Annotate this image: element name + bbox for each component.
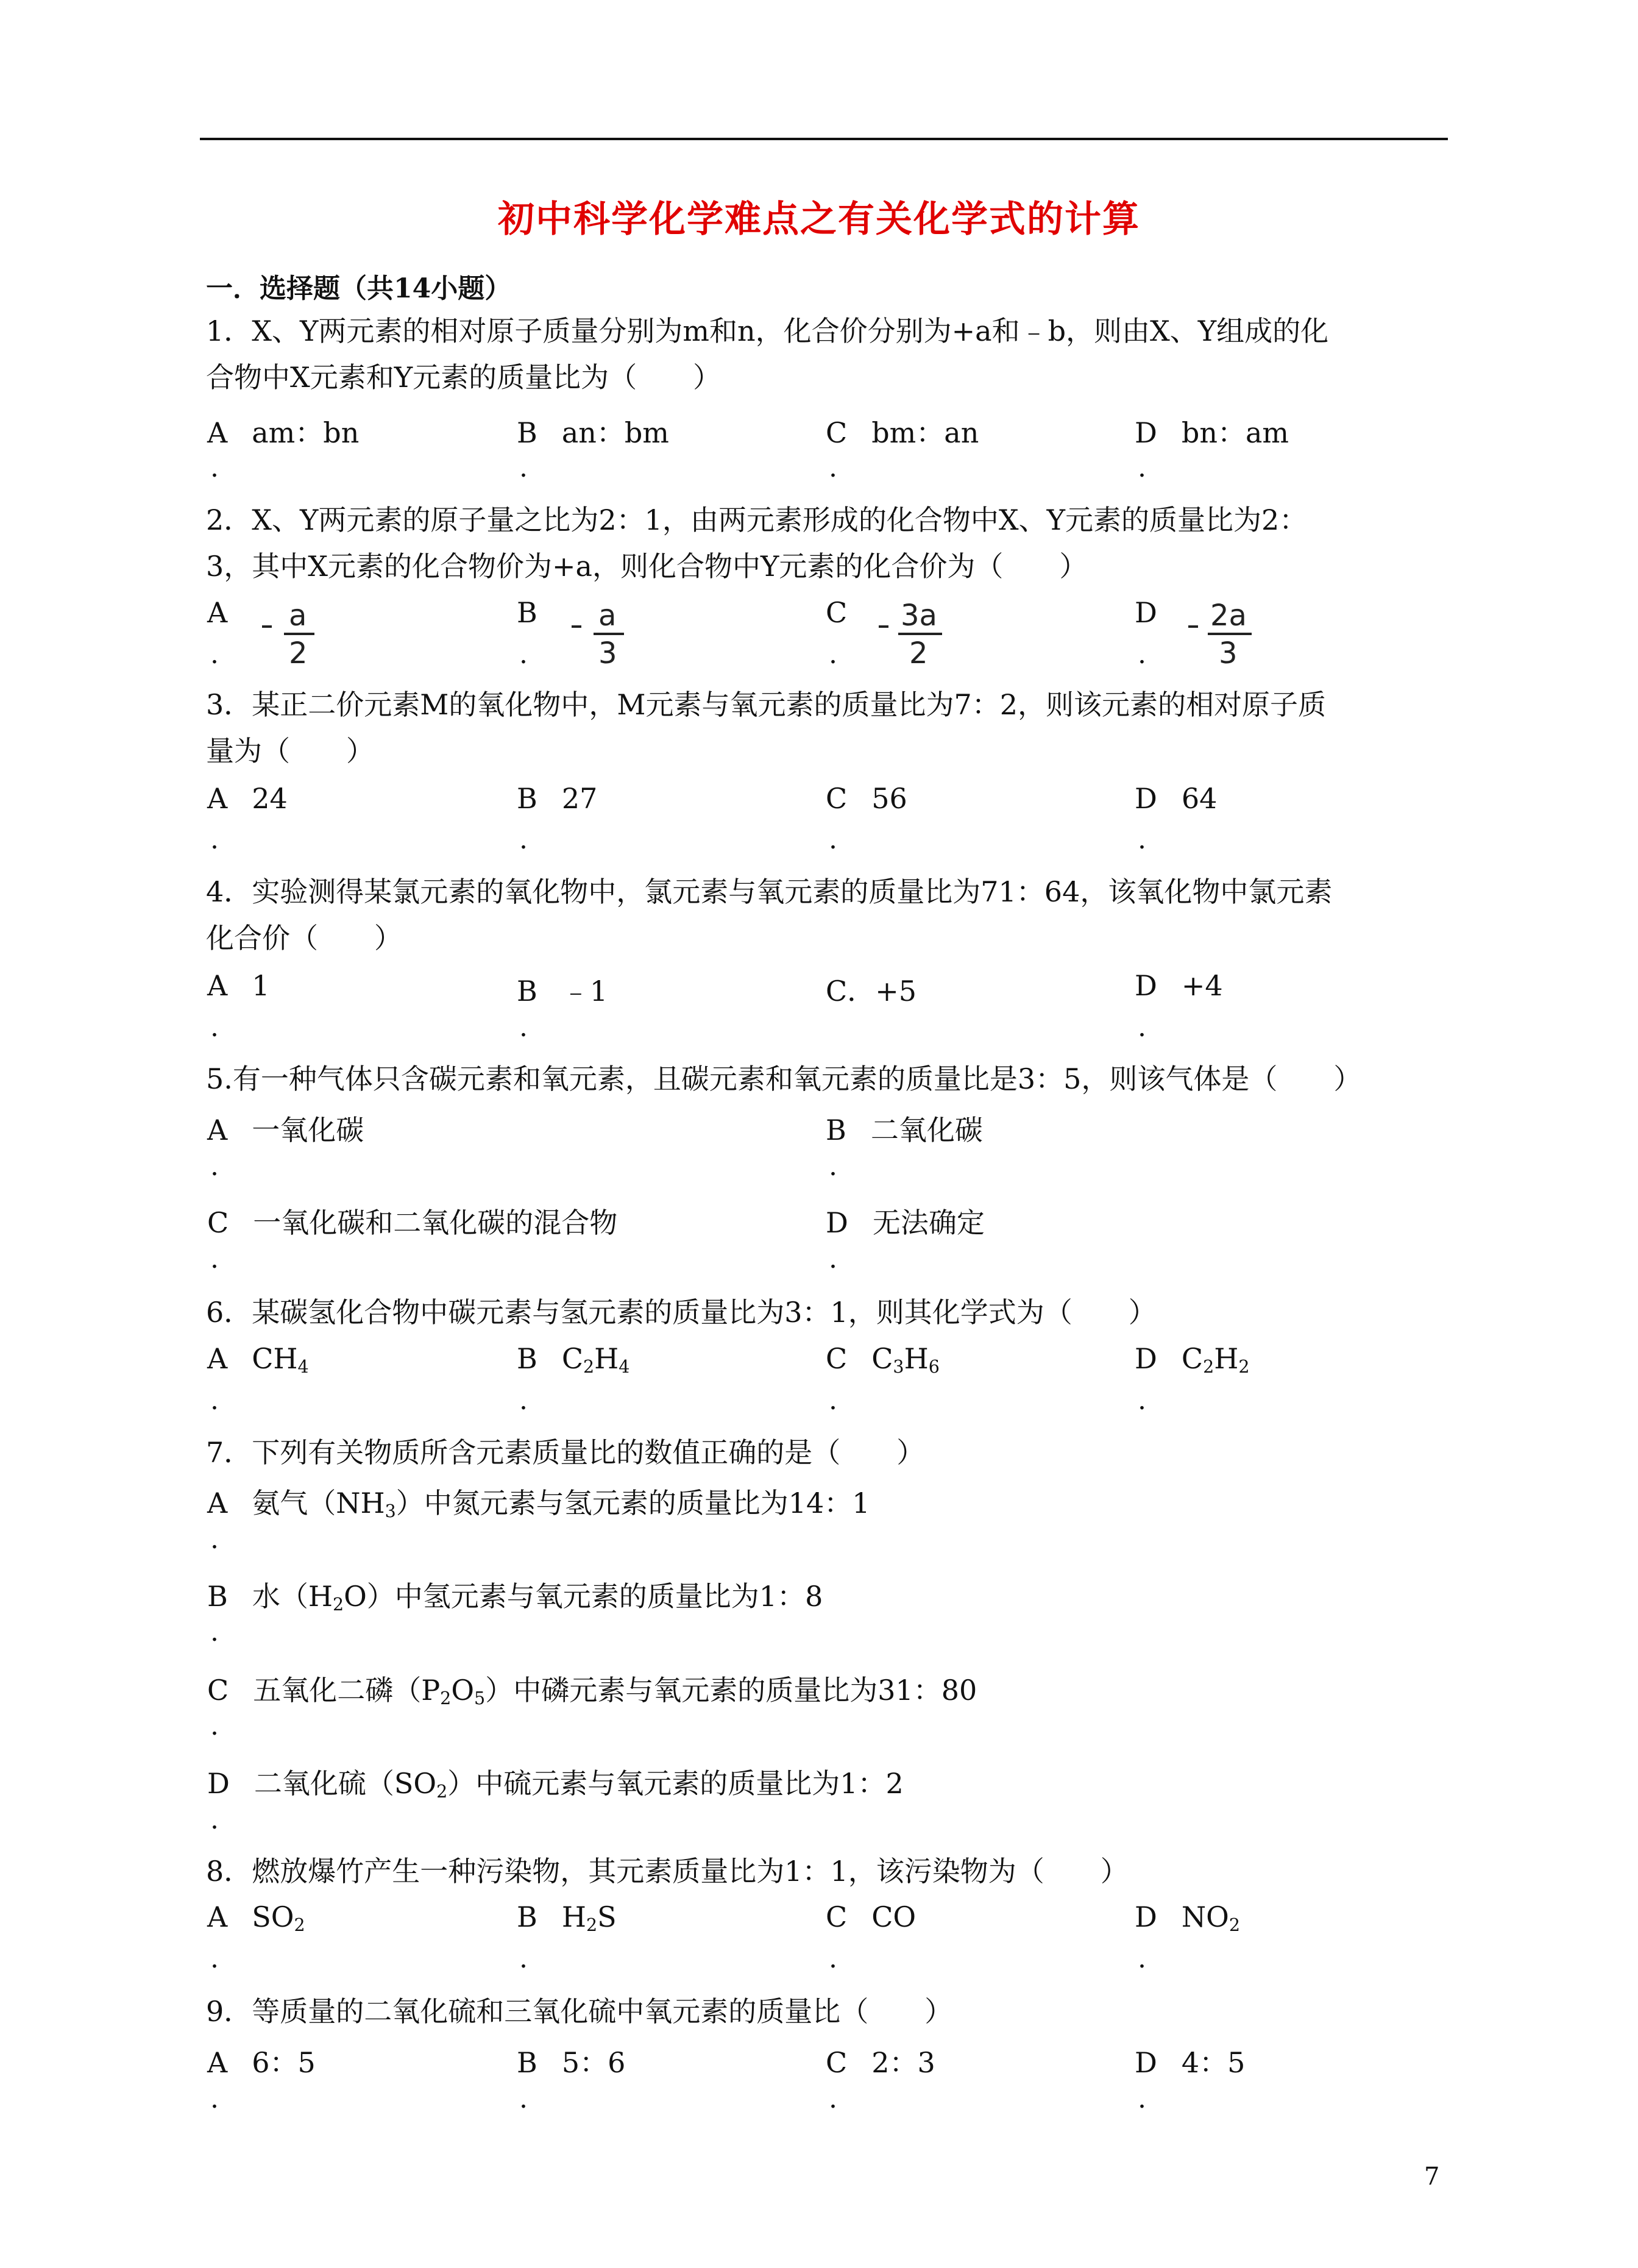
q3-option-d[interactable]: D 64 <box>1135 782 1218 815</box>
question-9-line1: 9．等质量的二氧化硫和三氧化硫中氧元素的质量比（ ） <box>206 1995 953 2028</box>
question-9 <box>206 1988 1449 2035</box>
q4-dot-d: . <box>1138 1012 1146 1043</box>
q1-option-c[interactable]: C bm：an <box>826 416 979 449</box>
q6-option-c[interactable]: C $C_3H_6$ <box>826 1342 940 1378</box>
question-7 <box>206 1429 1449 1476</box>
q6-dot-d: . <box>1138 1385 1146 1416</box>
q5-option-d[interactable]: D 无法确定 <box>826 1206 985 1239</box>
q3-dot-b: . <box>519 824 528 855</box>
question-2 <box>206 497 1449 589</box>
q1-option-b[interactable]: B an：bm <box>517 416 669 449</box>
q2-dot-b: . <box>519 639 528 670</box>
q2-option-c-letter[interactable]: C <box>826 596 848 629</box>
q2-dot-d: . <box>1138 639 1146 670</box>
q7-option-b[interactable]: B 水$(H_2O)$中氢元素与氧元素的质量比为1：8 <box>207 1580 823 1615</box>
question-6 <box>206 1289 1449 1335</box>
q9-option-b[interactable]: B 5：6 <box>517 2046 626 2079</box>
page-number: 7 <box>1424 2163 1440 2191</box>
q8-dot-b: . <box>519 1943 528 1974</box>
q9-dot-d: . <box>1138 2083 1146 2114</box>
q1-dot-b: . <box>519 452 528 483</box>
question-3-line2: 量为（ ） <box>206 734 374 767</box>
q7-option-a[interactable]: A 氨气$(NH_3)$中氮元素与氢元素的质量比为14：1 <box>207 1487 870 1522</box>
q9-dot-a: . <box>210 2083 219 2114</box>
q6-dot-a: . <box>210 1385 219 1416</box>
q7-option-d[interactable]: D 二氧化硫$(SO_2)$中硫元素与氧元素的质量比为1：2 <box>207 1767 904 1802</box>
q4-option-a[interactable]: A 1 <box>207 969 270 1002</box>
q8-option-b[interactable]: B $H_2S$ <box>517 1900 617 1936</box>
question-4 <box>206 869 1449 961</box>
q2-option-b-letter[interactable]: B <box>517 596 537 629</box>
q8-option-a[interactable]: A $SO_2$ <box>207 1900 305 1936</box>
q1-option-a[interactable]: A am：bn <box>207 416 360 449</box>
q5-dot-b: . <box>829 1151 837 1182</box>
q4-option-b[interactable]: B ﹣1 <box>517 975 608 1008</box>
question-8 <box>206 1848 1449 1894</box>
q4-dot-b: . <box>519 1012 528 1043</box>
q6-dot-b: . <box>519 1385 528 1416</box>
q5-dot-d: . <box>829 1243 837 1274</box>
q8-option-c[interactable]: C CO <box>826 1900 916 1933</box>
question-3 <box>206 681 1449 774</box>
q9-option-d[interactable]: D 4：5 <box>1135 2046 1246 2079</box>
q7-dot-c: . <box>210 1710 219 1741</box>
question-1-line1: 1．X、Y两元素的相对原子质量分别为m和n，化合价分别为+a和﹣b，则由X、Y组成的化 <box>206 315 1329 347</box>
q6-option-a[interactable]: A $CH_4$ <box>207 1342 309 1378</box>
q5-dot-a: . <box>210 1151 219 1182</box>
q8-dot-a: . <box>210 1943 219 1974</box>
q3-dot-c: . <box>829 824 837 855</box>
q4-dot-a: . <box>210 1012 219 1043</box>
q9-dot-b: . <box>519 2083 528 2114</box>
q3-option-a[interactable]: A 24 <box>207 782 288 815</box>
question-1-line2: 合物中X元素和Y元素的质量比为（ ） <box>206 361 722 394</box>
q6-dot-c: . <box>829 1385 837 1416</box>
q9-dot-c: . <box>829 2083 837 2114</box>
q6-option-b[interactable]: B $C_2H_4$ <box>517 1342 630 1378</box>
q2-option-d-letter[interactable]: D <box>1135 596 1157 629</box>
q7-dot-b: . <box>210 1616 219 1648</box>
page-title: 初中科学化学难点之有关化学式的计算 <box>498 198 1140 241</box>
q3-dot-a: . <box>210 824 219 855</box>
question-7-line1: 7．下列有关物质所含元素质量比的数值正确的是（ ） <box>206 1436 925 1469</box>
q9-option-c[interactable]: C 2：3 <box>826 2046 935 2079</box>
q5-dot-c: . <box>210 1243 219 1274</box>
question-8-line1: 8．燃放爆竹产生一种污染物，其元素质量比为1：1，该污染物为（ ） <box>206 1855 1129 1888</box>
q8-option-d[interactable]: D $NO_2$ <box>1135 1900 1241 1936</box>
q9-option-a[interactable]: A 6：5 <box>207 2046 316 2079</box>
question-3-line1: 3．某正二价元素M的氧化物中，M元素与氧元素的质量比为7：2，则该元素的相对原子质 <box>206 688 1327 721</box>
question-1 <box>206 308 1449 400</box>
q3-option-b[interactable]: B 27 <box>517 782 598 815</box>
q6-option-d[interactable]: D $C_2H_2$ <box>1135 1342 1250 1378</box>
q4-option-d[interactable]: D +4 <box>1135 969 1223 1002</box>
q7-dot-d: . <box>210 1804 219 1835</box>
question-5-line1: 5.有一种气体只含碳元素和氧元素，且碳元素和氧元素的质量比是3：5，则该气体是（ ） <box>206 1062 1362 1095</box>
question-2-line1: 2．X、Y两元素的原子量之比为2：1，由两元素形成的化合物中X、Y元素的质量比为2： <box>206 503 1308 536</box>
q2-option-a-letter[interactable]: A <box>207 596 228 629</box>
question-2-line2: 3，其中X元素的化合物价为+a，则化合物中Y元素的化合价为（ ） <box>206 550 1088 583</box>
question-6-line1: 6．某碳氢化合物中碳元素与氢元素的质量比为3：1，则其化学式为（ ） <box>206 1296 1157 1329</box>
q5-option-b[interactable]: B 二氧化碳 <box>826 1114 983 1146</box>
section-heading: 一．选择题（共14小题） <box>206 273 512 304</box>
q2-dot-a: . <box>210 639 219 670</box>
q7-option-c[interactable]: C 五氧化二磷$(P_2O_5)$中磷元素与氧元素的质量比为31：80 <box>207 1674 977 1709</box>
q5-option-a[interactable]: A 一氧化碳 <box>207 1114 364 1146</box>
q4-option-c[interactable]: C．+5 <box>826 975 917 1008</box>
q2-dot-c: . <box>829 639 837 670</box>
question-4-line2: 化合价（ ） <box>206 922 402 954</box>
q1-dot-c: . <box>829 452 837 483</box>
q1-option-d[interactable]: D bn：am <box>1135 416 1289 449</box>
question-4-line1: 4．实验测得某氯元素的氧化物中，氯元素与氧元素的质量比为71：64，该氧化物中氯元素 <box>206 875 1333 908</box>
q3-dot-d: . <box>1138 824 1146 855</box>
q1-dot-a: . <box>210 452 219 483</box>
q5-option-c[interactable]: C 一氧化碳和二氧化碳的混合物 <box>207 1206 618 1239</box>
question-5 <box>206 1056 1449 1102</box>
header-rule <box>200 138 1448 140</box>
q7-dot-a: . <box>210 1524 219 1555</box>
q1-dot-d: . <box>1138 452 1146 483</box>
q8-dot-d: . <box>1138 1943 1146 1974</box>
q3-option-c[interactable]: C 56 <box>826 782 907 815</box>
q8-dot-c: . <box>829 1943 837 1974</box>
